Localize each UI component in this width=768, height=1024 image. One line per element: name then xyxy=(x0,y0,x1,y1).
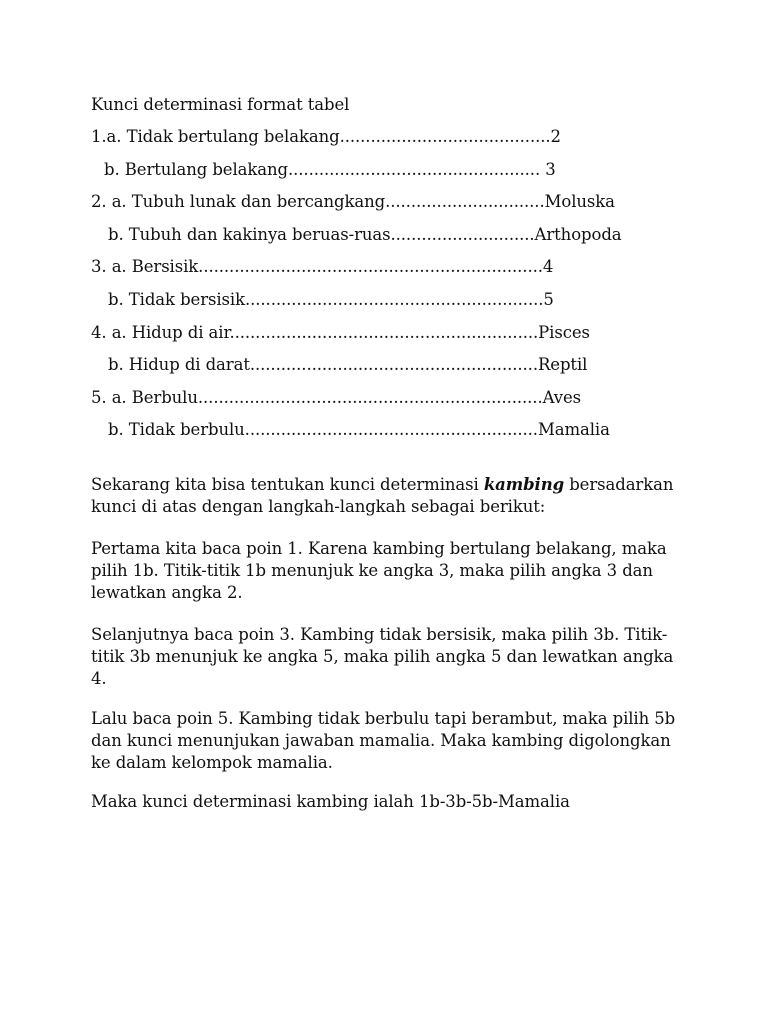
paragraph-line: 4. xyxy=(91,669,107,688)
key-row-1b xyxy=(91,159,651,192)
key-row-text: 2. a. Tubuh lunak dan bercangkang...............................Moluska xyxy=(91,192,615,212)
paragraph-line: Selanjutnya baca poin 3. Kambing tidak bersisik, maka pilih 3b. Titik- xyxy=(91,625,668,644)
paragraph-line: titik 3b menunjuk ke angka 5, maka pilih angka 5 dan lewatkan angka xyxy=(91,647,674,666)
key-row-text: b. Bertulang belakang................................................. 3 xyxy=(104,159,556,179)
paragraph-line: dan kunci menunjukan jawaban mamalia. Maka kambing digolongkan xyxy=(91,731,671,750)
key-row-text: b. Tubuh dan kakinya beruas-ruas............................Arthopoda xyxy=(108,224,622,244)
key-row-text: 4. a. Hidup di air............................................................Pisces xyxy=(91,322,590,342)
key-row-2b xyxy=(91,224,651,257)
key-row-1a xyxy=(91,126,651,159)
key-row-5b xyxy=(91,419,651,452)
key-row-text: b. Tidak berbulu.........................................................Mamalia xyxy=(108,420,610,440)
key-row-text: 3. a. Bersisik...................................................................4 xyxy=(91,257,554,277)
determination-key-table xyxy=(91,126,651,452)
key-row-text: 1.a. Tidak bertulang belakang.........................................2 xyxy=(91,127,561,146)
paragraph-line: Maka kunci determinasi kambing ialah 1b-3b-5b-Mamalia xyxy=(91,792,570,811)
paragraph-line: lewatkan angka 2. xyxy=(91,583,243,602)
paragraph-line: Pertama kita baca poin 1. Karena kambing bertulang belakang, maka xyxy=(91,539,667,558)
intro-text-after: bersadarkan xyxy=(564,475,674,494)
paragraph-line: ke dalam kelompok mamalia. xyxy=(91,753,333,772)
key-row-text: b. Hidup di darat........................................................Reptil xyxy=(108,355,588,375)
keyword-kambing: kambing xyxy=(483,475,565,494)
step-3-paragraph xyxy=(91,708,691,774)
intro-line-2: kunci di atas dengan langkah-langkah sebagai berikut: xyxy=(91,497,546,516)
intro-line-1 xyxy=(91,474,691,496)
step-1-paragraph xyxy=(91,538,691,604)
paragraph-line: Lalu baca poin 5. Kambing tidak berbulu tapi berambut, maka pilih 5b xyxy=(91,709,676,728)
key-row-text: b. Tidak bersisik..........................................................5 xyxy=(108,289,554,309)
key-row-4b xyxy=(91,354,651,387)
key-row-text: 5. a. Berbulu...................................................................Aves xyxy=(91,387,581,407)
intro-text-before: Sekarang kita bisa tentukan kunci determinasi xyxy=(91,475,484,494)
key-row-5a xyxy=(91,387,651,420)
key-row-3b xyxy=(91,289,651,322)
key-row-4a xyxy=(91,322,651,355)
intro-paragraph xyxy=(91,474,691,518)
paragraph-line: pilih 1b. Titik-titik 1b menunjuk ke angka 3, maka pilih angka 3 dan xyxy=(91,561,653,580)
key-row-3a xyxy=(91,256,651,289)
document-title: Kunci determinasi format tabel xyxy=(91,95,350,114)
step-2-paragraph xyxy=(91,624,691,690)
conclusion-paragraph xyxy=(91,791,691,813)
key-row-2a xyxy=(91,191,651,224)
